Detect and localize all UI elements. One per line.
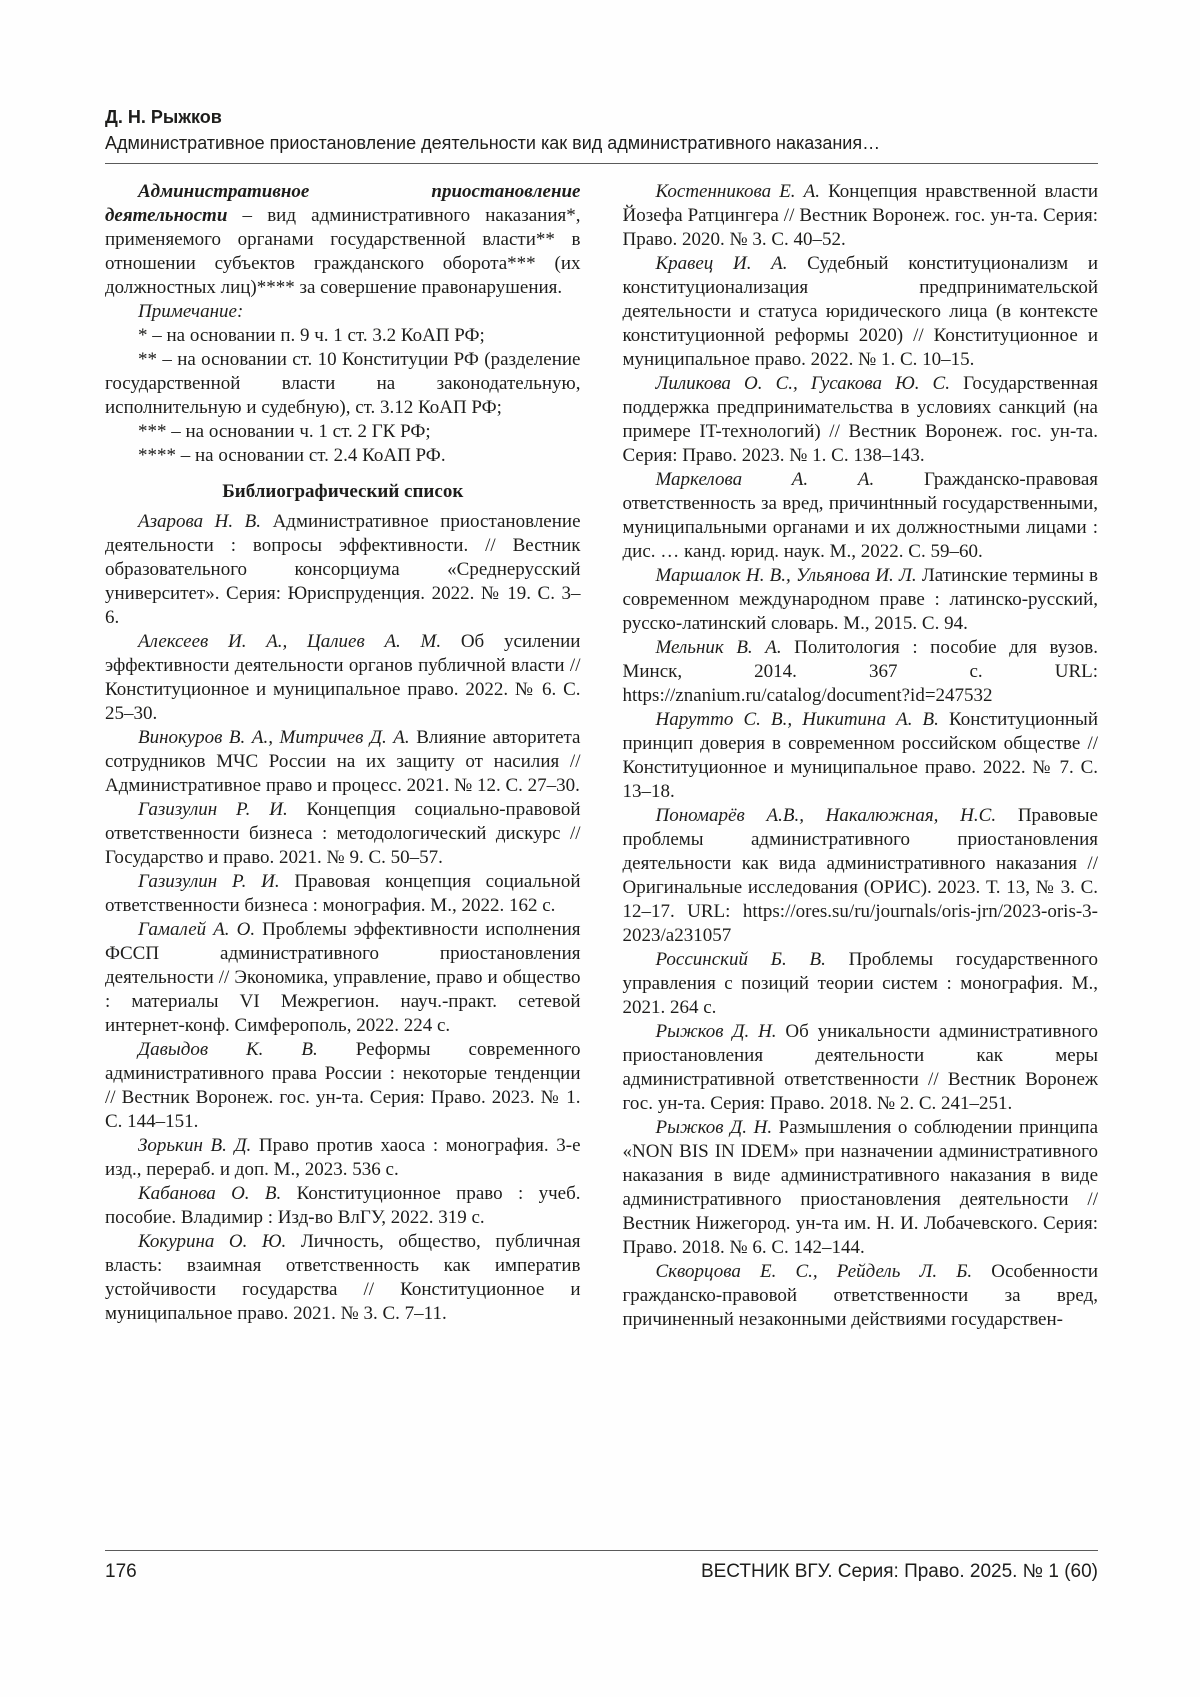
entry-text: Проблемы государственного управления с позиций теории систем : монография. М., 2021. 264 с. [622, 949, 1098, 1018]
bibliography-entry [105, 1134, 581, 1182]
entry-text: Концепция социально-правовой ответственности бизнеса : методологический дискурс // Государство и право. 2021. № 9. С. 50–57. [105, 799, 581, 868]
running-head-title: Административное приостановление деятельности как вид административного наказания… [105, 133, 881, 153]
bibliography-entry [623, 564, 1099, 636]
entry-authors: Зорькин В. Д. [138, 1135, 252, 1156]
entry-authors: Мельник В. А. [655, 637, 782, 658]
entry-text: Особенности гражданско-правовой ответственности за вред, причиненный незаконными действиями государствен- [622, 1261, 1099, 1330]
entry-text: Гражданско-правовая ответственность за вред, причинtнный государственными, муниципальными органами и их должностными лицами : дис. … канд. юрид. наук. М., 2022. С. 59–60. [622, 469, 1099, 562]
entry-text: Политология : пособие для вузов. Минск, 2014. 367 с. URL: https://znanium.ru/catalog/document?id=247532 [622, 637, 1098, 706]
entry-authors: Кабанова О. В. [138, 1183, 282, 1204]
bibliography-entry [105, 1230, 581, 1326]
definition-term: Административное приостановление деятельности [105, 181, 581, 226]
bibliography-entry [623, 708, 1099, 804]
bibliography-entry [623, 1020, 1099, 1116]
entry-authors: Винокуров В. А., Митричев Д. А. [138, 727, 410, 748]
note-item: ** – на основании ст. 10 Конституции РФ (разделение государственной власти на законодательную, исполнительную и судебную), ст. 3.12 КоАП РФ; [105, 349, 581, 418]
entry-authors: Кокурина О. Ю. [138, 1231, 287, 1252]
entry-authors: Газизулин Р. И. [138, 871, 280, 892]
entry-text: Административное приостановление деятельности : вопросы эффективности. // Вестник образовательного консорциума «Среднерусский университет». Серия: Юриспруденция. 2022. № 19. С. 3–6. [105, 511, 581, 628]
header-rule [105, 163, 1098, 164]
entry-authors: Маркелова А. А. [655, 469, 875, 490]
bibliography-entry [623, 180, 1099, 252]
entry-authors: Скворцова Е. С., Рейдель Л. Б. [655, 1261, 973, 1282]
entry-text: Государственная поддержка предпринимательства в условиях санкций (на примере IT-технологий) // Вестник Воронеж. гос. ун-та. Серия: Право. 2023. № 1. С. 138–143. [622, 373, 1098, 466]
right-column [623, 180, 1099, 1332]
bibliography-heading: Библиографический список [222, 481, 464, 502]
entry-text: Судебный конституционализм и конституционализация предпринимательской деятельности и статуса юридического лица (в контексте конституционной реформы 2020) // Конституционное и муниципальное право. 2022. № 1. С. 10–15. [622, 253, 1098, 370]
entry-text: Концепция нравственной власти Йозефа Ратцингера // Вестник Воронеж. гос. ун-та. Серия: Право. 2020. № 3. С. 40–52. [622, 181, 1098, 250]
bibliography-entry [623, 468, 1099, 564]
bibliography-entry [623, 636, 1099, 708]
note-item: *** – на основании ч. 1 ст. 2 ГК РФ; [138, 421, 431, 442]
entry-text: Об усилении эффективности деятельности органов публичной власти // Конституционное и муниципальное право. 2022. № 6. С. 25–30. [105, 631, 581, 724]
entry-text: Правовые проблемы административного приостановления деятельности как вида административного наказания // Оригинальные исследования (ОРИС). 2023. Т. 13, № 3. С. 12–17. URL: https://ores.su/ru/journals/oris-jrn/2023-oris-3-2023/a231057 [622, 805, 1098, 946]
bibliography-entry [105, 870, 581, 918]
page-footer [105, 1550, 1098, 1583]
entry-text: Проблемы эффективности исполнения ФССП административного приостановления деятельности // Экономика, управление, право и общество : материалы VI Межрегион. науч.-практ. сетевой интернет-конф. Симферополь, 2022. 224 с. [105, 919, 581, 1036]
entry-text: Конституционный принцип доверия в современном российском обществе // Конституционное и муниципальное право. 2022. № 7. С. 13–18. [622, 709, 1098, 802]
bibliography-entry [105, 510, 581, 630]
entry-text: Об уникальности административного приостановления деятельности как меры административной ответственности // Вестник Воронеж гос. ун-та. Серия: Право. 2018. № 2. С. 241–251. [622, 1021, 1098, 1114]
entry-authors: Маршалок Н. В., Ульянова И. Л. [655, 565, 917, 586]
definition-text: – вид административного наказания*, применяемого органами государственной власти** в отношении субъектов гражданского оборота*** (их должностных лиц)**** за совершение правонарушения. [105, 205, 581, 298]
entry-authors: Пономарёв А.В., Накалюжная, Н.С. [655, 805, 997, 826]
entry-text: Размышления о соблюдении принципа «NON BIS IN IDEM» при назначении административного наказания в виде административного наказания в виде административного приостановления деятельности // Вестник Нижегород. ун-та им. Н. И. Лобачевского. Серия: Право. 2018. № 6. С. 142–144. [622, 1117, 1099, 1258]
page-content [105, 104, 1098, 1332]
journal-title: ВЕСТНИК ВГУ. Серия: Право. 2025. № 1 (60) [700, 1561, 1098, 1582]
left-column [105, 180, 581, 1332]
entry-authors: Нарутто С. В., Никитина А. В. [655, 709, 939, 730]
bibliography-entry [105, 1038, 581, 1134]
entry-authors: Рыжков Д. Н. [655, 1117, 773, 1138]
bibliography-left [105, 510, 581, 1326]
entry-text: Латинские термины в современном международном праве : латинско-русский, русско-латинский словарь. М., 2015. С. 94. [622, 565, 1098, 634]
bibliography-entry [623, 1116, 1099, 1260]
bibliography-entry [623, 804, 1099, 948]
entry-authors: Лиликова О. С., Гусакова Ю. С. [655, 373, 950, 394]
page-number: 176 [105, 1561, 137, 1582]
entry-authors: Гамалей А. О. [138, 919, 256, 940]
definition-paragraph [105, 180, 581, 300]
entry-text: Конституционное право : учеб. пособие. Владимир : Изд-во ВлГУ, 2022. 319 с. [105, 1183, 581, 1228]
entry-authors: Россинский Б. В. [655, 949, 826, 970]
entry-text: Право против хаоса : монография. 3-е изд., перераб. и доп. М., 2023. 536 с. [105, 1135, 581, 1180]
running-head-author: Д. Н. Рыжков [105, 107, 222, 127]
note-item: * – на основании п. 9 ч. 1 ст. 3.2 КоАП РФ; [138, 325, 485, 346]
entry-authors: Кравец И. А. [655, 253, 788, 274]
entry-authors: Давыдов К. В. [138, 1039, 318, 1060]
entry-authors: Рыжков Д. Н. [655, 1021, 777, 1042]
bibliography-entry [623, 1260, 1099, 1332]
bibliography-entry [105, 630, 581, 726]
entry-text: Правовая концепция социальной ответственности бизнеса : монография. М., 2022. 162 с. [105, 871, 581, 916]
bibliography-entry [105, 726, 581, 798]
footer-rule [105, 1550, 1098, 1551]
two-column-body [105, 180, 1098, 1332]
entry-authors: Азарова Н. В. [138, 511, 262, 532]
bibliography-entry [623, 372, 1099, 468]
bibliography-entry [105, 918, 581, 1038]
bibliography-entry [623, 948, 1099, 1020]
bibliography-entry [623, 252, 1099, 372]
entry-text: Реформы современного административного права России : некоторые тенденции // Вестник Воронеж. гос. ун-та. Серия: Право. 2023. № 1. С. 144–151. [105, 1039, 581, 1132]
entry-authors: Алексеев И. А., Цалиев А. М. [138, 631, 442, 652]
bibliography-entry [105, 798, 581, 870]
bibliography-right [623, 180, 1099, 1332]
entry-authors: Костенникова Е. А. [655, 181, 820, 202]
entry-authors: Газизулин Р. И. [138, 799, 288, 820]
bibliography-entry [105, 1182, 581, 1230]
footer-row [105, 1561, 1098, 1583]
running-head [105, 104, 1098, 156]
entry-text: Личность, общество, публичная власть: взаимная ответственность как императив устойчивости государства // Конституционное и муниципальное право. 2021. № 3. С. 7–11. [105, 1231, 581, 1324]
note-item: **** – на основании ст. 2.4 КоАП РФ. [138, 445, 446, 466]
entry-text: Влияние авторитета сотрудников МЧС России на их защиту от насилия // Административное право и процесс. 2021. № 12. С. 27–30. [105, 727, 581, 796]
notes-label: Примечание: [138, 301, 244, 322]
